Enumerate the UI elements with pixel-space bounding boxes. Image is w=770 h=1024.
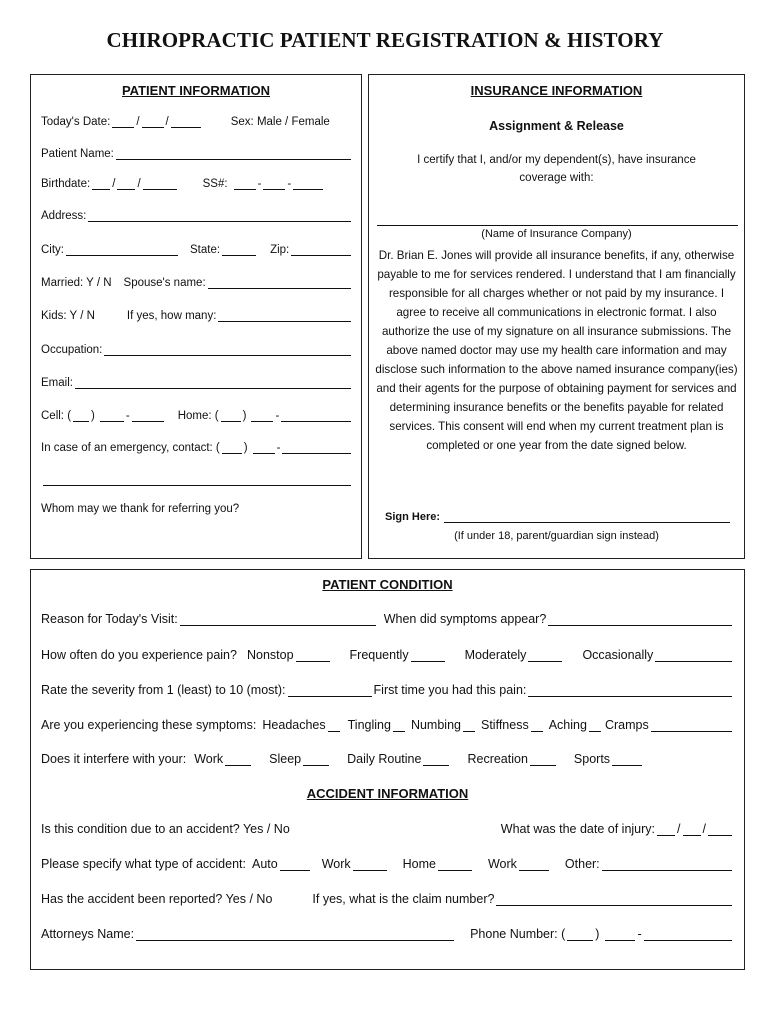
zip-label: Zip: — [270, 244, 290, 256]
daily-routine-label: Daily Routine — [347, 752, 422, 766]
date-of-injury-label: What was the date of injury: — [500, 822, 656, 836]
accident-type-row — [41, 857, 734, 871]
cell-label: Cell: ( — [41, 410, 72, 422]
date-separator: / — [112, 178, 116, 190]
cell-prefix-field[interactable] — [100, 409, 124, 422]
accident-home-label: Home — [402, 857, 436, 871]
patient-name-label: Patient Name: — [41, 148, 114, 160]
reason-label: Reason for Today's Visit: — [41, 612, 178, 626]
city-label: City: — [41, 244, 64, 256]
phone-separator: - — [275, 410, 280, 422]
auto-label: Auto — [251, 857, 278, 871]
birthdate-day-field[interactable] — [117, 177, 135, 190]
occasionally-field[interactable] — [655, 648, 732, 662]
nonstop-field[interactable] — [296, 648, 330, 662]
city-field[interactable] — [66, 243, 178, 256]
birthdate-year-field[interactable] — [143, 177, 177, 190]
emergency-row — [41, 441, 353, 454]
accident-information-heading: ACCIDENT INFORMATION — [306, 786, 469, 801]
assignment-release-heading: Assignment & Release — [489, 119, 624, 133]
symptoms-row — [41, 718, 734, 732]
reason-field[interactable] — [180, 612, 376, 626]
interfere-label: Does it interfere with your: — [41, 752, 187, 766]
frequently-field[interactable] — [411, 648, 445, 662]
signature-field[interactable] — [444, 511, 730, 523]
accident-reported-label: Has the accident been reported? Yes / No — [41, 892, 273, 906]
date-separator: / — [702, 822, 706, 836]
daily-routine-field[interactable] — [423, 752, 449, 766]
emergency-number-field[interactable] — [282, 441, 351, 454]
address-row — [41, 209, 353, 222]
attorney-number-field[interactable] — [644, 927, 732, 941]
accident-work-label: Work — [321, 857, 351, 871]
ssn-label: SS#: — [202, 178, 228, 190]
recreation-label: Recreation — [467, 752, 528, 766]
symptoms-appear-label: When did symptoms appear? — [383, 612, 547, 626]
headaches-field[interactable] — [328, 718, 340, 732]
sex-label: Sex: Male / Female — [230, 116, 330, 128]
experiencing-label: Are you experiencing these symptoms: — [41, 718, 257, 732]
sleep-field[interactable] — [303, 752, 329, 766]
spouse-label: Spouse's name: — [123, 277, 206, 289]
severity-field[interactable] — [288, 683, 372, 697]
birthdate-row — [41, 177, 353, 190]
cell-number-field[interactable] — [132, 409, 164, 422]
home-prefix-field[interactable] — [251, 409, 273, 422]
email-field[interactable] — [75, 376, 351, 389]
sports-label: Sports — [573, 752, 611, 766]
how-often-label: How often do you experience pain? — [41, 648, 237, 662]
home-area-code-field[interactable] — [221, 409, 241, 422]
accident-work2-label: Work — [487, 857, 517, 871]
todays-date-day-field[interactable] — [142, 115, 164, 128]
tingling-label: Tingling — [347, 718, 391, 732]
injury-year-field[interactable] — [708, 822, 732, 836]
accident-due-row — [41, 822, 734, 836]
interfere-work-field[interactable] — [225, 752, 251, 766]
emergency-prefix-field[interactable] — [253, 441, 275, 454]
rate-label: Rate the severity from 1 (least) to 10 (most): — [41, 683, 286, 697]
ssn-part3-field[interactable] — [293, 177, 323, 190]
attorney-prefix-field[interactable] — [605, 927, 635, 941]
kids-label: Kids: Y / N — [41, 310, 95, 322]
accident-home-field[interactable] — [438, 857, 472, 871]
how-many-field[interactable] — [218, 309, 351, 322]
sign-here-label: Sign Here: — [385, 511, 441, 523]
numbing-label: Numbing — [410, 718, 461, 732]
accident-reported-row — [41, 892, 734, 906]
todays-date-year-field[interactable] — [171, 115, 201, 128]
paren-close: ) — [243, 442, 248, 454]
accident-work-field[interactable] — [353, 857, 387, 871]
patient-condition-heading: PATIENT CONDITION — [322, 577, 453, 592]
pain-frequency-row — [41, 648, 734, 662]
aching-field[interactable] — [589, 718, 601, 732]
ssn-part2-field[interactable] — [263, 177, 285, 190]
attorney-row — [41, 927, 734, 941]
claim-number-label: If yes, what is the claim number? — [312, 892, 495, 906]
stiffness-label: Stiffness — [480, 718, 529, 732]
address-field[interactable] — [88, 209, 351, 222]
phone-separator: - — [637, 927, 642, 941]
ssn-separator: - — [257, 178, 262, 190]
occupation-field[interactable] — [104, 343, 351, 356]
occupation-row — [41, 343, 353, 356]
moderately-label: Moderately — [464, 648, 527, 662]
accident-due-label: Is this condition due to an accident? Yes / No — [41, 822, 290, 836]
phone-separator: - — [276, 442, 281, 454]
injury-day-field[interactable] — [683, 822, 701, 836]
state-label: State: — [190, 244, 221, 256]
claim-number-field[interactable] — [496, 892, 732, 906]
paren-close: ) — [91, 410, 95, 422]
accident-type-label: Please specify what type of accident: — [41, 857, 246, 871]
attorney-area-code-field[interactable] — [567, 927, 593, 941]
injury-month-field[interactable] — [657, 822, 675, 836]
frequently-label: Frequently — [349, 648, 409, 662]
cell-area-code-field[interactable] — [73, 409, 89, 422]
cramps-field[interactable] — [651, 718, 732, 732]
accident-work2-field[interactable] — [519, 857, 549, 871]
ssn-separator: - — [287, 178, 292, 190]
insurance-information-section — [368, 74, 745, 559]
address-label: Address: — [41, 210, 87, 222]
phone-row — [41, 409, 353, 422]
reason-row — [41, 612, 734, 626]
nonstop-label: Nonstop — [246, 648, 294, 662]
email-label: Email: — [41, 377, 73, 389]
email-row — [41, 376, 353, 389]
paren-close: ) — [242, 410, 247, 422]
todays-date-label: Today's Date: — [41, 116, 111, 128]
tingling-field[interactable] — [393, 718, 405, 732]
todays-date-month-field[interactable] — [112, 115, 134, 128]
emergency-label: In case of an emergency, contact: ( — [41, 442, 220, 454]
moderately-field[interactable] — [528, 648, 562, 662]
aching-label: Aching — [548, 718, 587, 732]
cramps-label: Cramps — [604, 718, 649, 732]
insurance-company-field[interactable] — [377, 225, 738, 226]
accident-other-label: Other: — [564, 857, 600, 871]
zip-field[interactable] — [291, 243, 351, 256]
certify-text: I certify that I, and/or my dependent(s), have insurance coverage with: — [417, 154, 696, 184]
sports-field[interactable] — [612, 752, 642, 766]
guardian-note: (If under 18, parent/guardian sign instead) — [454, 530, 659, 542]
attorney-field[interactable] — [136, 927, 454, 941]
interfere-row — [41, 752, 734, 766]
accident-other-field[interactable] — [602, 857, 732, 871]
occasionally-label: Occasionally — [582, 648, 654, 662]
emergency-contact-name-field[interactable] — [43, 473, 351, 486]
phone-separator: - — [125, 410, 130, 422]
date-separator: / — [136, 116, 140, 128]
referral-label: Whom may we thank for referring you? — [41, 503, 240, 515]
date-separator: / — [137, 178, 141, 190]
married-row — [41, 276, 353, 289]
stiffness-field[interactable] — [531, 718, 543, 732]
attorney-label: Attorneys Name: — [41, 927, 135, 941]
insurance-information-heading: INSURANCE INFORMATION — [470, 83, 643, 98]
first-time-label: First time you had this pain: — [373, 683, 527, 697]
headaches-label: Headaches — [262, 718, 326, 732]
release-paragraph: Dr. Brian E. Jones will provide all insurance benefits, if any, otherwise payable to me for services rendered. I understand that I am financially responsible for all charges whether or not paid by my insurance. I agree to receive all communications in electronic format. I also authorize the use of my signature on all insurance submissions. The above named doctor may use my health care information and may disclose such information to the above named insurance company(ies) and their agents for the purpose of obtaining payment for services and determining insurance benefits or the benefits payable for related services. This consent will end when my current treatment plan is completed or one year from the date signed below. — [375, 249, 738, 452]
sleep-label: Sleep — [269, 752, 302, 766]
occupation-label: Occupation: — [41, 344, 103, 356]
symptoms-appear-field[interactable] — [548, 612, 732, 626]
kids-row — [41, 309, 353, 322]
birthdate-label: Birthdate: — [41, 178, 91, 190]
severity-row — [41, 683, 734, 697]
paren-close: ) — [595, 927, 600, 941]
ssn-part1-field[interactable] — [234, 177, 256, 190]
patient-information-heading: PATIENT INFORMATION — [121, 83, 271, 98]
home-number-field[interactable] — [281, 409, 351, 422]
attorney-phone-label: Phone Number: ( — [470, 927, 566, 941]
home-phone-label: Home: ( — [177, 410, 219, 422]
sign-here-row — [385, 511, 730, 523]
patient-condition-section — [30, 569, 745, 970]
date-separator: / — [165, 116, 169, 128]
emergency-contact-name-row — [41, 473, 353, 486]
state-field[interactable] — [222, 243, 256, 256]
numbing-field[interactable] — [463, 718, 475, 732]
patient-name-field[interactable] — [116, 147, 351, 160]
interfere-work-label: Work — [194, 752, 224, 766]
emergency-area-code-field[interactable] — [222, 441, 242, 454]
date-separator: / — [677, 822, 681, 836]
insurance-company-label: (Name of Insurance Company) — [481, 228, 632, 240]
birthdate-month-field[interactable] — [92, 177, 110, 190]
referral-row — [41, 503, 353, 515]
city-state-zip-row — [41, 243, 353, 256]
page-title: CHIROPRACTIC PATIENT REGISTRATION & HISTORY — [106, 28, 664, 52]
married-label: Married: Y / N — [41, 277, 112, 289]
patient-information-section — [30, 74, 362, 559]
todays-date-row — [41, 115, 353, 128]
how-many-label: If yes, how many: — [126, 310, 217, 322]
recreation-field[interactable] — [530, 752, 556, 766]
auto-field[interactable] — [280, 857, 310, 871]
patient-name-row — [41, 147, 353, 160]
first-time-field[interactable] — [528, 683, 732, 697]
spouse-field[interactable] — [208, 276, 351, 289]
